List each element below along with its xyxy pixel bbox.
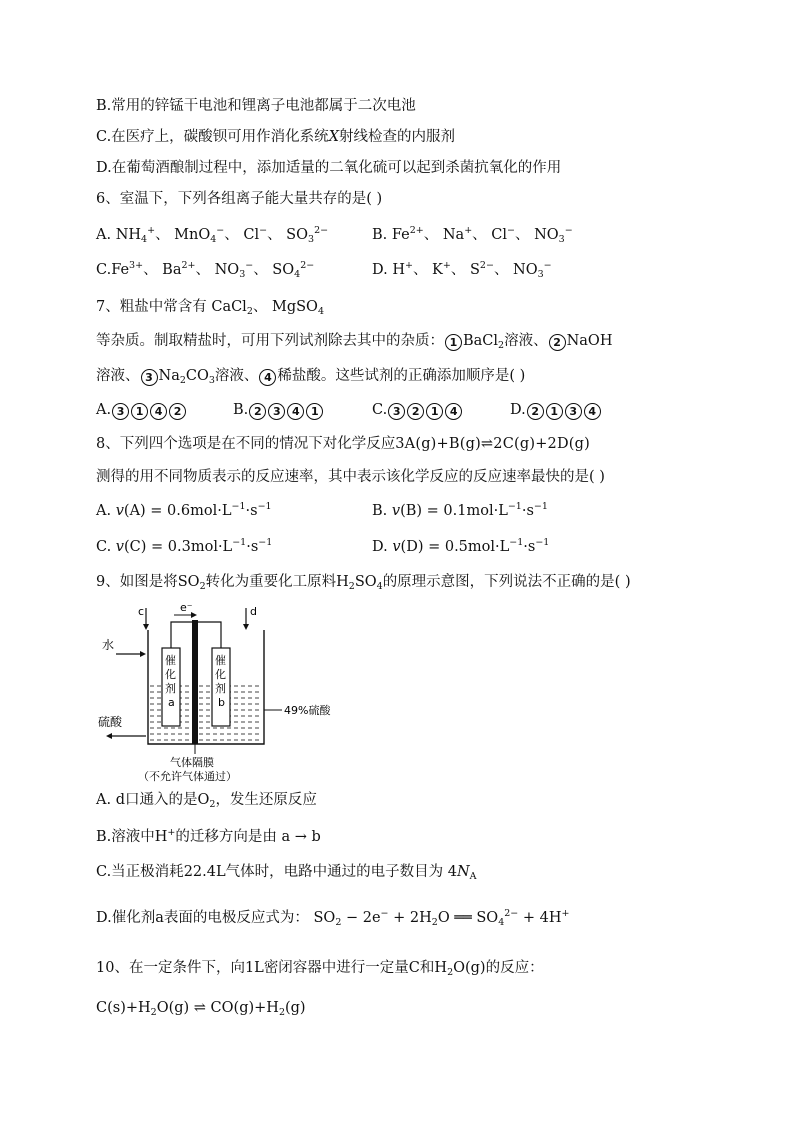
cat2-char1: 催: [215, 654, 226, 667]
q7-option-c: C. 3 2 1 4: [372, 400, 463, 420]
label-acid-49: 49%硫酸: [284, 704, 331, 717]
q7-stem-3: 溶液、 3 $Na_2CO_3$溶液、 4 稀盐酸。这些试剂的正确添加顺序是( ): [96, 368, 526, 386]
q8-options-cd: C. $v(C) = 0.3mol\cdot L^{-1}\cdot s^{-1}$ D. $v(D) = 0.5mol\cdot L^{-1}\cdot s^{-1}$: [96, 537, 550, 555]
q6-a-label: A.: [96, 227, 112, 243]
q9-option-a: A. d口通入的是$O_2$，发生还原反应: [96, 792, 317, 810]
q7-solution-2: 溶液、: [96, 368, 140, 384]
q5-option-c: [96, 127, 455, 147]
q5c-text: C.在医疗上，碳酸钡可用作消化系统: [96, 129, 329, 145]
cat1-char2: 化: [165, 668, 176, 681]
q5-option-d: D.在葡萄酒酿制过程中，添加适量的二氧化硫可以起到杀菌抗氧化的作用: [96, 160, 562, 176]
q10-stem: 10、在一定条件下，向1L密闭容器中进行一定量C和$H_2O(g)$的反应：: [96, 960, 544, 978]
q5-option-b: B.常用的锌锰干电池和锂离子电池都属于二次电池: [96, 98, 416, 114]
q9-stem: 9、如图是将$SO_2$转化为重要化工原料$H_2SO_4$的原理示意图，下列说法不正确的是( ): [96, 574, 631, 592]
circle-2: 2: [549, 334, 566, 351]
label-electron: e⁻: [180, 602, 193, 614]
q8-options-ab: A. $v(A) = 0.6mol\cdot L^{-1}\cdot s^{-1}$ B. $v(B) = 0.1mol\cdot L^{-1}\cdot s^{-1}$: [96, 501, 548, 519]
q8-text: 8、下列四个选项是在不同的情况下对化学反应: [96, 436, 396, 452]
cat2-char2: 化: [215, 668, 226, 681]
cat1-char3: 剂: [165, 682, 176, 695]
q7-stem-2: 等杂质。制取精盐时，可用下列试剂除去其中的杂质： 1 BaCl$_2$溶液、 2 NaOH: [96, 333, 613, 351]
q5c-x: X: [328, 129, 340, 145]
q6-option-d: D. H+、 K+、 $S^{2-}$、 $NO_3^-$: [372, 260, 552, 280]
q7-solution-3: 溶液、: [214, 368, 259, 384]
q7-text: 7、粗盐中常含有: [96, 299, 207, 315]
fuel-cell-diagram: [96, 602, 356, 782]
q8-option-b: B. $v(B) = 0.1mol\cdot L^{-1}\cdot s^{-1}$: [372, 501, 548, 519]
circle-1: 1: [445, 334, 462, 351]
q9-option-d: D.催化剂a表面的电极反应式为： $SO_2 - 2e^- + 2H_2O$ ══ $SO_4^{2-} + 4H^+$: [96, 908, 570, 928]
q7-option-b: B. 2 3 4 1: [233, 400, 324, 420]
q6-options-ab: A. $NH_4^+$、 MnO$_4$−、 Cl−、 $SO_3^{2-}$ B. $Fe^{2+}$、 Na+、 Cl−、 $NO_3^-$: [96, 225, 573, 245]
q10-equation: $C(s)+H_2O(g)$ ⇌ $CO(g)+H_2(g)$: [96, 1000, 306, 1018]
label-acid-out: 硫酸: [98, 715, 123, 729]
label-a: a: [168, 696, 175, 709]
q6-b-label: B.: [372, 227, 388, 243]
q5c-text-end: 射线检查的内服剂: [339, 129, 456, 145]
circle-3: 3: [141, 369, 158, 386]
q6-c-label: C.: [96, 262, 112, 278]
q9-option-b: B.溶液中H+的迁移方向是由 a → b: [96, 827, 321, 845]
label-d: d: [250, 605, 257, 618]
gas-membrane: [192, 620, 198, 744]
label-b: b: [218, 696, 225, 709]
q7-option-d: D. 2 1 3 4: [510, 400, 602, 420]
q6-options-cd: $C.Fe^{3+}$、 $Ba^{2+}$、 $NO_3^-$、 $SO_4^{2-}$ D. H+、 K+、 $S^{2-}$、 $NO_3^-$: [96, 260, 552, 280]
q6-stem: 6、室温下，下列各组离子能大量共存的是( ): [96, 191, 383, 207]
q6-d-label: D.: [372, 262, 388, 278]
label-c: c: [138, 605, 145, 618]
q7-text-3: 稀盐酸。这些试剂的正确添加顺序是( ): [277, 368, 526, 384]
q8-option-d: D. $v(D) = 0.5mol\cdot L^{-1}\cdot s^{-1}$: [372, 537, 550, 555]
label-membrane: 气体隔膜: [170, 756, 214, 769]
label-water: 水: [102, 638, 115, 652]
q8-stem-1: 8、下列四个选项是在不同的情况下对化学反应3A(g)+B(g)⇌2C(g)+2D(g): [96, 436, 590, 452]
q8-stem-2: 测得的用不同物质表示的反应速率，其中表示该化学反应的反应速率最快的是( ): [96, 469, 605, 485]
cat2-char3: 剂: [215, 682, 226, 695]
q7-a-label: A.: [96, 402, 112, 418]
q7-text-2: 等杂质。制取精盐时，可用下列试剂除去其中的杂质：: [96, 333, 444, 349]
q6-option-b: B. $Fe^{2+}$、 Na+、 Cl−、 $NO_3^-$: [372, 225, 573, 245]
q7-solution-1: 溶液、: [504, 333, 548, 349]
q7-options: A. 3 1 4 2 B. 2 3 4 1 C. 3 2 1 4 D. 2 1 3 4: [96, 400, 187, 420]
cat1-char1: 催: [165, 654, 176, 667]
circle-4: 4: [259, 369, 276, 386]
q9-option-c: C.当正极消耗22.4L气体时，电路中通过的电子数目为 $4N_A$: [96, 864, 477, 882]
label-membrane-note: （不允许气体通过）: [138, 770, 237, 782]
q7-stem-1: 7、粗盐中常含有 CaCl$_2$、 MgSO$_4$: [96, 299, 324, 317]
